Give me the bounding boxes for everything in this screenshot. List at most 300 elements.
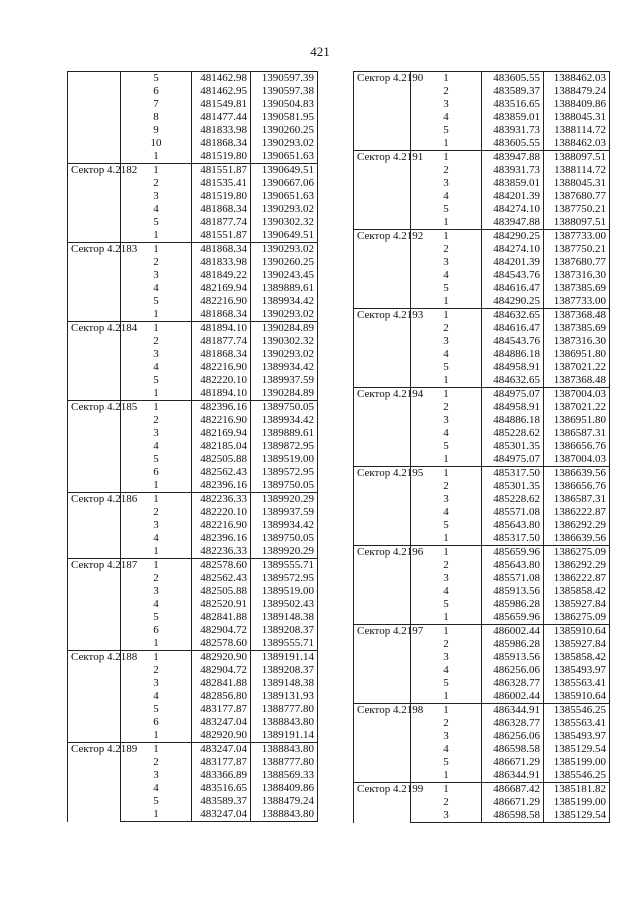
coord-x: 481551.87 (192, 229, 251, 243)
coord-x: 484543.76 (482, 269, 544, 282)
coord-x: 482216.90 (192, 519, 251, 532)
coord-x: 481868.34 (192, 243, 251, 257)
point-number: 1 (411, 230, 482, 244)
sector-label: Сектор 4.2182 (68, 164, 121, 243)
coord-y: 1386587.31 (544, 427, 610, 440)
coord-x: 486328.77 (482, 677, 544, 690)
table-row (354, 546, 610, 560)
coord-y: 1386656.76 (544, 480, 610, 493)
point-number: 4 (121, 532, 192, 545)
coord-x: 484886.18 (482, 348, 544, 361)
coord-x: 483931.73 (482, 124, 544, 137)
coord-x: 484290.25 (482, 230, 544, 244)
table-row (68, 493, 318, 507)
coordinates-table-right (353, 71, 610, 823)
point-number: 3 (121, 585, 192, 598)
sector-label: Сектор 4.2183 (68, 243, 121, 322)
sector-label: Сектор 4.2196 (354, 546, 411, 625)
coord-x: 481833.98 (192, 256, 251, 269)
point-number: 4 (411, 111, 482, 124)
coord-y: 1389572.95 (251, 466, 318, 479)
coord-y: 1388409.86 (544, 98, 610, 111)
coord-x: 482904.72 (192, 664, 251, 677)
point-number: 1 (411, 532, 482, 546)
coord-y: 1388045.31 (544, 177, 610, 190)
coord-x: 486598.58 (482, 743, 544, 756)
table-row (354, 783, 610, 797)
coord-x: 484616.47 (482, 322, 544, 335)
coord-x: 483247.04 (192, 716, 251, 729)
coord-y: 1389934.42 (251, 361, 318, 374)
coord-x: 483859.01 (482, 177, 544, 190)
coord-x: 482236.33 (192, 545, 251, 559)
coord-x: 482216.90 (192, 361, 251, 374)
point-number: 2 (121, 414, 192, 427)
coord-y: 1388462.03 (544, 72, 610, 86)
coord-x: 483247.04 (192, 808, 251, 822)
point-number: 2 (121, 177, 192, 190)
table-row (68, 559, 318, 573)
coord-y: 1389555.71 (251, 559, 318, 573)
coord-y: 1385129.54 (544, 743, 610, 756)
coord-y: 1387750.21 (544, 243, 610, 256)
point-number: 2 (411, 480, 482, 493)
point-number: 4 (121, 203, 192, 216)
coord-y: 1389889.61 (251, 427, 318, 440)
point-number: 5 (411, 203, 482, 216)
coord-y: 1387733.00 (544, 230, 610, 244)
point-number: 2 (411, 717, 482, 730)
point-number: 3 (411, 809, 482, 823)
point-number: 6 (121, 716, 192, 729)
point-number: 2 (121, 335, 192, 348)
coord-y: 1390293.02 (251, 137, 318, 150)
coord-x: 483516.65 (192, 782, 251, 795)
point-number: 4 (411, 664, 482, 677)
coord-y: 1388569.33 (251, 769, 318, 782)
coord-y: 1388097.51 (544, 151, 610, 165)
point-number: 4 (121, 598, 192, 611)
coord-y: 1386222.87 (544, 506, 610, 519)
coord-x: 486344.91 (482, 704, 544, 718)
coord-x: 483605.55 (482, 137, 544, 151)
point-number: 7 (121, 98, 192, 111)
coord-y: 1385129.54 (544, 809, 610, 823)
point-number: 2 (411, 243, 482, 256)
table-row (68, 72, 318, 86)
point-number: 1 (411, 769, 482, 783)
point-number: 5 (121, 216, 192, 229)
coord-y: 1385563.41 (544, 677, 610, 690)
point-number: 3 (411, 414, 482, 427)
coord-x: 484616.47 (482, 282, 544, 295)
coord-y: 1387021.22 (544, 361, 610, 374)
point-number: 10 (121, 137, 192, 150)
point-number: 1 (121, 651, 192, 665)
point-number: 3 (121, 769, 192, 782)
table-row (354, 72, 610, 86)
point-number: 3 (121, 269, 192, 282)
coord-y: 1385181.82 (544, 783, 610, 797)
point-number: 2 (411, 164, 482, 177)
coord-y: 1387021.22 (544, 401, 610, 414)
table-row (354, 151, 610, 165)
sector-label: Сектор 4.2187 (68, 559, 121, 651)
coord-x: 485913.56 (482, 585, 544, 598)
point-number: 8 (121, 111, 192, 124)
coord-x: 481894.10 (192, 322, 251, 336)
sector-label: Сектор 4.2184 (68, 322, 121, 401)
coord-y: 1388097.51 (544, 216, 610, 230)
coord-y: 1389872.95 (251, 440, 318, 453)
coord-y: 1388479.24 (251, 795, 318, 808)
point-number: 1 (411, 690, 482, 704)
point-number: 5 (411, 124, 482, 137)
coord-y: 1390302.32 (251, 335, 318, 348)
coord-y: 1390293.02 (251, 203, 318, 216)
coord-y: 1390597.38 (251, 85, 318, 98)
coord-y: 1386951.80 (544, 414, 610, 427)
coord-y: 1385910.64 (544, 625, 610, 639)
point-number: 2 (411, 638, 482, 651)
sector-label (68, 72, 121, 164)
point-number: 1 (121, 164, 192, 178)
point-number: 1 (121, 322, 192, 336)
coord-x: 482841.88 (192, 611, 251, 624)
coord-y: 1390651.63 (251, 190, 318, 203)
coord-x: 485317.50 (482, 532, 544, 546)
point-number: 1 (121, 308, 192, 322)
coord-x: 482505.88 (192, 453, 251, 466)
sector-label: Сектор 4.2185 (68, 401, 121, 493)
coord-x: 483947.88 (482, 151, 544, 165)
coord-x: 482220.10 (192, 506, 251, 519)
point-number: 2 (121, 664, 192, 677)
coord-y: 1387733.00 (544, 295, 610, 309)
coord-x: 481868.34 (192, 308, 251, 322)
coord-y: 1385563.41 (544, 717, 610, 730)
coord-x: 483247.04 (192, 743, 251, 757)
point-number: 2 (121, 756, 192, 769)
coord-x: 481833.98 (192, 124, 251, 137)
coord-y: 1387368.48 (544, 309, 610, 323)
coord-x: 484543.76 (482, 335, 544, 348)
coord-x: 483947.88 (482, 216, 544, 230)
coord-y: 1389208.37 (251, 664, 318, 677)
coord-y: 1388114.72 (544, 124, 610, 137)
coord-x: 482169.94 (192, 427, 251, 440)
coord-y: 1389934.42 (251, 295, 318, 308)
coord-x: 485571.08 (482, 572, 544, 585)
point-number: 3 (411, 335, 482, 348)
coord-x: 481549.81 (192, 98, 251, 111)
coord-y: 1389208.37 (251, 624, 318, 637)
coord-y: 1385199.00 (544, 756, 610, 769)
coord-x: 482169.94 (192, 282, 251, 295)
coord-y: 1389191.14 (251, 651, 318, 665)
coord-x: 485571.08 (482, 506, 544, 519)
coord-x: 486344.91 (482, 769, 544, 783)
point-number: 2 (411, 401, 482, 414)
coord-x: 482396.16 (192, 401, 251, 415)
point-number: 9 (121, 124, 192, 137)
coord-y: 1389937.59 (251, 374, 318, 387)
coord-x: 483177.87 (192, 703, 251, 716)
coord-x: 486002.44 (482, 625, 544, 639)
point-number: 3 (411, 651, 482, 664)
coord-y: 1390260.25 (251, 124, 318, 137)
table-row (68, 743, 318, 757)
coord-y: 1386656.76 (544, 440, 610, 453)
table-row (68, 401, 318, 415)
coord-y: 1389920.29 (251, 493, 318, 507)
coord-x: 483605.55 (482, 72, 544, 86)
coord-y: 1387004.03 (544, 388, 610, 402)
sector-label: Сектор 4.2199 (354, 783, 411, 823)
coord-x: 483931.73 (482, 164, 544, 177)
coord-y: 1388045.31 (544, 111, 610, 124)
point-number: 2 (411, 85, 482, 98)
coord-y: 1385927.84 (544, 598, 610, 611)
coord-x: 486002.44 (482, 690, 544, 704)
coord-y: 1387385.69 (544, 322, 610, 335)
sector-label: Сектор 4.2198 (354, 704, 411, 783)
coord-x: 484274.10 (482, 203, 544, 216)
coord-y: 1388462.03 (544, 137, 610, 151)
sector-label: Сектор 4.2188 (68, 651, 121, 743)
point-number: 5 (121, 795, 192, 808)
point-number: 4 (121, 782, 192, 795)
coord-x: 485986.28 (482, 598, 544, 611)
point-number: 2 (121, 506, 192, 519)
coord-y: 1390581.95 (251, 111, 318, 124)
coord-y: 1389750.05 (251, 401, 318, 415)
table-row (354, 230, 610, 244)
coord-y: 1389572.95 (251, 572, 318, 585)
coord-x: 482185.04 (192, 440, 251, 453)
table-row (354, 388, 610, 402)
point-number: 4 (411, 585, 482, 598)
table-row (354, 625, 610, 639)
point-number: 3 (121, 348, 192, 361)
coord-y: 1387368.48 (544, 374, 610, 388)
table-row (68, 243, 318, 257)
coord-x: 485643.80 (482, 559, 544, 572)
coord-x: 481849.22 (192, 269, 251, 282)
coord-x: 484958.91 (482, 361, 544, 374)
point-number: 4 (121, 440, 192, 453)
coord-x: 485228.62 (482, 493, 544, 506)
coord-x: 482856.80 (192, 690, 251, 703)
coord-y: 1386275.09 (544, 611, 610, 625)
coord-y: 1390649.51 (251, 164, 318, 178)
coord-y: 1385199.00 (544, 796, 610, 809)
point-number: 3 (121, 677, 192, 690)
point-number: 1 (121, 729, 192, 743)
coord-x: 485913.56 (482, 651, 544, 664)
coord-x: 481462.98 (192, 72, 251, 86)
coord-y: 1385858.42 (544, 585, 610, 598)
coord-y: 1389920.29 (251, 545, 318, 559)
point-number: 1 (411, 295, 482, 309)
sector-label: Сектор 4.2191 (354, 151, 411, 230)
point-number: 3 (121, 427, 192, 440)
point-number: 4 (411, 348, 482, 361)
table-row (68, 322, 318, 336)
point-number: 5 (411, 598, 482, 611)
point-number: 2 (411, 796, 482, 809)
coord-x: 481877.74 (192, 335, 251, 348)
sector-label: Сектор 4.2194 (354, 388, 411, 467)
point-number: 1 (121, 150, 192, 164)
point-number: 3 (411, 256, 482, 269)
coord-x: 481868.34 (192, 348, 251, 361)
coord-x: 485659.96 (482, 546, 544, 560)
coord-x: 482520.91 (192, 598, 251, 611)
coord-x: 484632.65 (482, 374, 544, 388)
coord-y: 1385546.25 (544, 769, 610, 783)
point-number: 2 (411, 559, 482, 572)
point-number: 3 (121, 190, 192, 203)
coord-y: 1386292.29 (544, 559, 610, 572)
coord-x: 486687.42 (482, 783, 544, 797)
coord-x: 484201.39 (482, 190, 544, 203)
coord-x: 486328.77 (482, 717, 544, 730)
coord-x: 482216.90 (192, 295, 251, 308)
coord-y: 1388479.24 (544, 85, 610, 98)
point-number: 1 (121, 479, 192, 493)
point-number: 3 (411, 98, 482, 111)
coord-y: 1390649.51 (251, 229, 318, 243)
coordinates-table-left (67, 71, 318, 822)
point-number: 5 (411, 519, 482, 532)
point-number: 1 (411, 467, 482, 481)
coord-x: 485317.50 (482, 467, 544, 481)
point-number: 1 (411, 309, 482, 323)
coord-y: 1386222.87 (544, 572, 610, 585)
table-row (354, 704, 610, 718)
coord-y: 1388843.80 (251, 716, 318, 729)
coord-x: 481894.10 (192, 387, 251, 401)
point-number: 1 (121, 243, 192, 257)
coord-y: 1389889.61 (251, 282, 318, 295)
table-row (354, 309, 610, 323)
coord-y: 1387750.21 (544, 203, 610, 216)
coord-x: 482920.90 (192, 729, 251, 743)
coord-y: 1387316.30 (544, 269, 610, 282)
point-number: 4 (121, 361, 192, 374)
point-number: 3 (121, 519, 192, 532)
point-number: 5 (121, 703, 192, 716)
point-number: 1 (411, 137, 482, 151)
coord-y: 1389934.42 (251, 519, 318, 532)
coord-x: 484274.10 (482, 243, 544, 256)
coord-y: 1386275.09 (544, 546, 610, 560)
point-number: 4 (121, 282, 192, 295)
coord-x: 481519.80 (192, 190, 251, 203)
coord-y: 1390302.32 (251, 216, 318, 229)
point-number: 1 (411, 374, 482, 388)
point-number: 5 (411, 756, 482, 769)
coord-y: 1387316.30 (544, 335, 610, 348)
coord-x: 482904.72 (192, 624, 251, 637)
coord-x: 482396.16 (192, 532, 251, 545)
coord-y: 1387680.77 (544, 190, 610, 203)
sector-label: Сектор 4.2189 (68, 743, 121, 822)
coord-y: 1388409.86 (251, 782, 318, 795)
point-number: 1 (411, 216, 482, 230)
table-row (354, 467, 610, 481)
coord-y: 1386587.31 (544, 493, 610, 506)
sector-label: Сектор 4.2186 (68, 493, 121, 559)
coord-y: 1389131.93 (251, 690, 318, 703)
coord-y: 1390667.06 (251, 177, 318, 190)
point-number: 1 (121, 637, 192, 651)
point-number: 2 (411, 322, 482, 335)
coord-x: 482562.43 (192, 466, 251, 479)
point-number: 4 (411, 269, 482, 282)
point-number: 3 (411, 493, 482, 506)
coord-x: 484632.65 (482, 309, 544, 323)
coord-y: 1390284.89 (251, 322, 318, 336)
coord-y: 1389750.05 (251, 479, 318, 493)
coord-x: 482920.90 (192, 651, 251, 665)
point-number: 1 (411, 453, 482, 467)
point-number: 1 (411, 625, 482, 639)
coord-x: 483516.65 (482, 98, 544, 111)
sector-label: Сектор 4.2192 (354, 230, 411, 309)
coord-x: 485301.35 (482, 440, 544, 453)
coord-x: 482396.16 (192, 479, 251, 493)
coord-x: 485986.28 (482, 638, 544, 651)
coord-y: 1386951.80 (544, 348, 610, 361)
point-number: 6 (121, 466, 192, 479)
coord-x: 481877.74 (192, 216, 251, 229)
point-number: 4 (411, 506, 482, 519)
coord-x: 484975.07 (482, 388, 544, 402)
point-number: 4 (411, 427, 482, 440)
coord-y: 1389555.71 (251, 637, 318, 651)
coord-y: 1385493.97 (544, 730, 610, 743)
page-number: 421 (310, 44, 330, 59)
coord-x: 481868.34 (192, 203, 251, 216)
point-number: 5 (121, 374, 192, 387)
coord-y: 1389148.38 (251, 611, 318, 624)
coord-x: 484958.91 (482, 401, 544, 414)
coord-y: 1389750.05 (251, 532, 318, 545)
point-number: 4 (121, 690, 192, 703)
coord-y: 1390260.25 (251, 256, 318, 269)
coord-x: 486671.29 (482, 796, 544, 809)
table-row (68, 164, 318, 178)
coord-y: 1388777.80 (251, 756, 318, 769)
coord-y: 1390293.02 (251, 308, 318, 322)
coord-y: 1385493.97 (544, 664, 610, 677)
coord-y: 1390284.89 (251, 387, 318, 401)
coord-x: 486256.06 (482, 664, 544, 677)
coord-y: 1385546.25 (544, 704, 610, 718)
coord-x: 485659.96 (482, 611, 544, 625)
point-number: 3 (411, 730, 482, 743)
coord-x: 483366.89 (192, 769, 251, 782)
coord-y: 1389502.43 (251, 598, 318, 611)
point-number: 3 (411, 177, 482, 190)
coord-x: 486256.06 (482, 730, 544, 743)
coord-x: 485301.35 (482, 480, 544, 493)
point-number: 1 (121, 559, 192, 573)
coord-y: 1388114.72 (544, 164, 610, 177)
point-number: 1 (121, 743, 192, 757)
